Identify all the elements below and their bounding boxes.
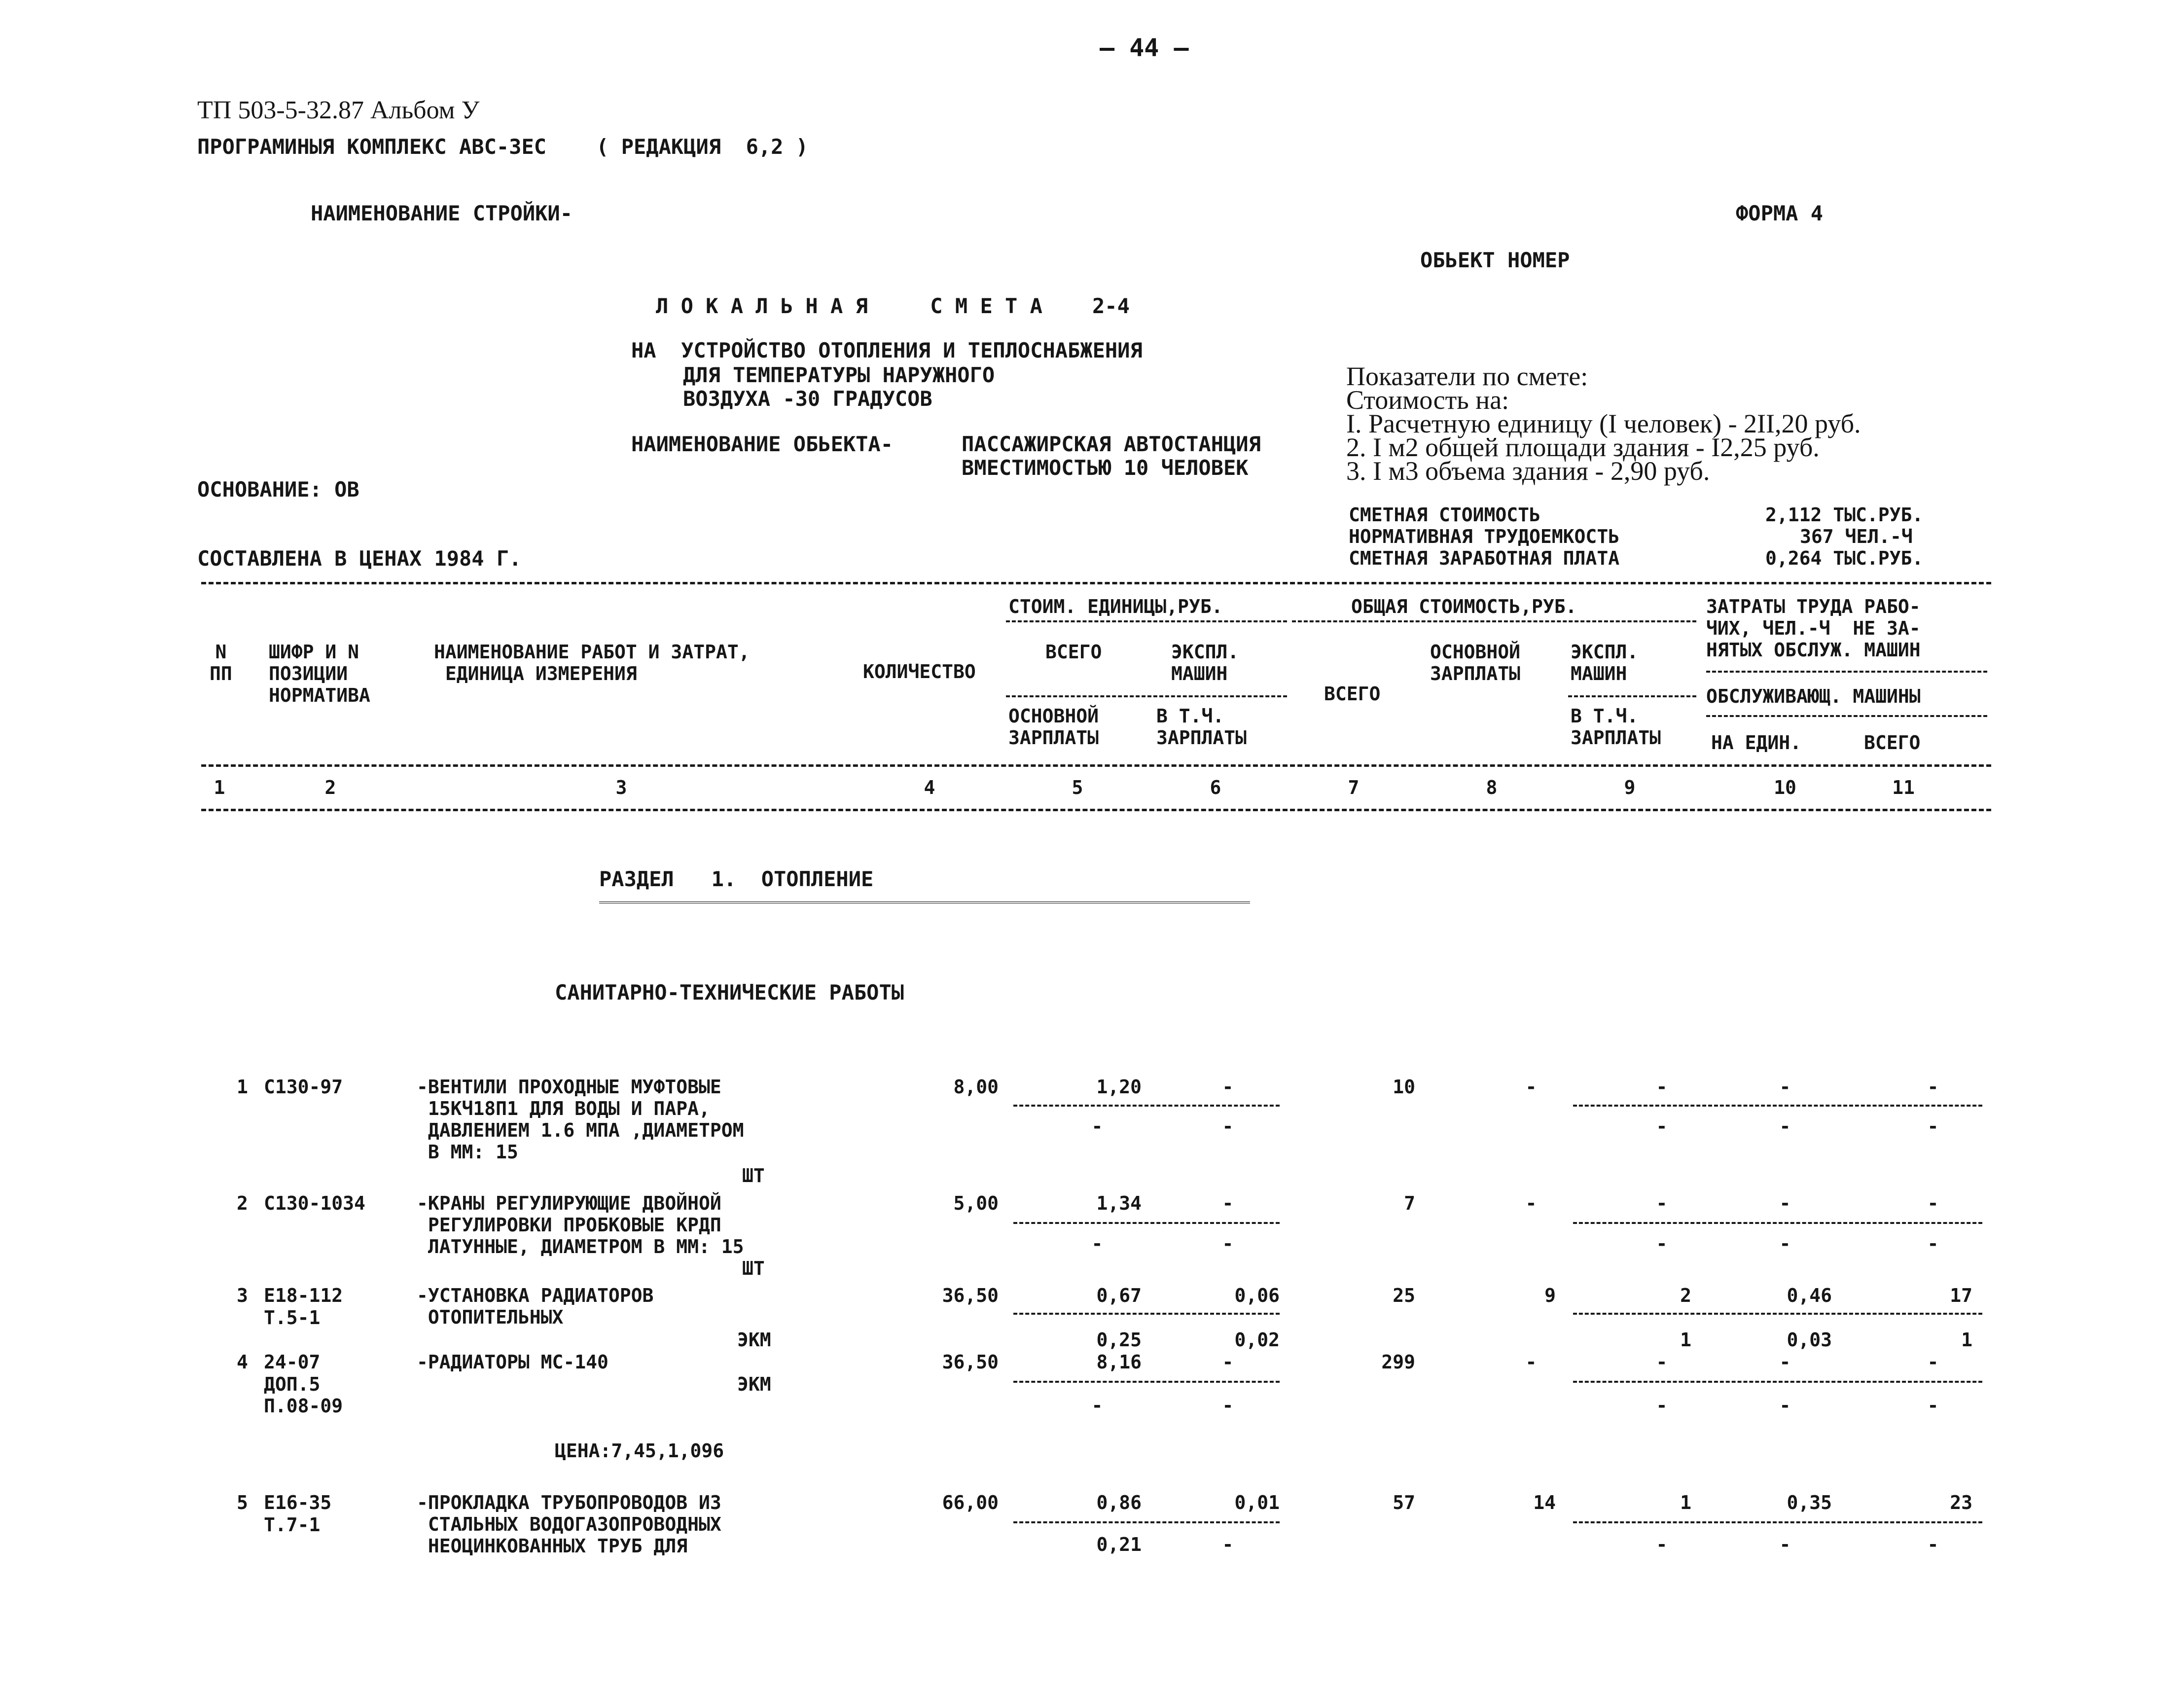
row-labor-unit-machines: - bbox=[1779, 1115, 1791, 1137]
row-labor-total-machines: 1 bbox=[1961, 1329, 1972, 1351]
row-unit-cost-wages: - bbox=[1091, 1115, 1103, 1137]
row-labor-unit: - bbox=[1779, 1192, 1791, 1214]
row-quantity: 8,00 bbox=[953, 1076, 999, 1098]
row-quantity: 36,50 bbox=[942, 1285, 999, 1306]
row-total-wages: - bbox=[1525, 1076, 1537, 1098]
object-number-label: ОБЬЕКТ НОМЕР bbox=[1420, 248, 1570, 272]
row-sub-rule bbox=[1013, 1313, 1280, 1315]
summary-label-wages: СМЕТНАЯ ЗАРАБОТНАЯ ПЛАТА bbox=[1349, 547, 1620, 569]
row-sub-rule bbox=[1013, 1521, 1280, 1523]
indicators-cost-for: Стоимость на: bbox=[1346, 385, 1509, 415]
album-reference: ТП 503-5-32.87 Альбом У bbox=[197, 96, 480, 124]
col-header-7: ВСЕГО bbox=[1324, 683, 1381, 705]
row-total-wages: 9 bbox=[1544, 1285, 1556, 1306]
row-sub-rule-right bbox=[1573, 1313, 1982, 1315]
row-number: 4 bbox=[237, 1351, 248, 1373]
summary-value-cost: 2,112 ТЫС.РУБ. bbox=[1765, 504, 1924, 526]
summary-value-wages: 0,264 ТЫС.РУБ. bbox=[1765, 547, 1924, 569]
total-group-rule bbox=[1292, 620, 1696, 622]
row-quantity: 5,00 bbox=[953, 1192, 999, 1214]
row-labor-unit-machines: - bbox=[1779, 1233, 1791, 1255]
col-number-10: 10 bbox=[1774, 777, 1796, 798]
col-number-9: 9 bbox=[1624, 777, 1636, 798]
row-code: Е18-112 bbox=[264, 1285, 343, 1306]
program-info: ПРОГРАМИНЫЯ КОМПЛЕКС АВС-3ЕС ( РЕДАКЦИЯ 6,2 ) bbox=[197, 135, 809, 159]
row-unit-cost-total: 0,86 bbox=[1096, 1492, 1142, 1513]
col-header-11: ВСЕГО bbox=[1864, 732, 1921, 754]
row-number: 1 bbox=[237, 1076, 248, 1098]
row-sub-rule-right bbox=[1573, 1105, 1982, 1107]
header-top-rule bbox=[201, 582, 1991, 584]
row-labor-total-machines: - bbox=[1927, 1534, 1939, 1555]
row-unit: ШТ bbox=[742, 1165, 765, 1186]
row-total-machines-wages: - bbox=[1656, 1395, 1668, 1416]
col-header-unit-cost-group: СТОИМ. ЕДИНИЦЫ,РУБ. bbox=[1008, 596, 1223, 617]
row-unit-cost-wages: 0,25 bbox=[1096, 1329, 1142, 1351]
col-header-8: ОСНОВНОЙ ЗАРПЛАТЫ bbox=[1430, 641, 1521, 684]
estimate-title: Л О К А Л Ь Н А Я С М Е Т А 2-4 bbox=[656, 294, 1130, 318]
col-number-11: 11 bbox=[1892, 777, 1915, 798]
col9-sub-rule bbox=[1568, 695, 1696, 697]
col-header-9-bottom: В Т.Ч. ЗАРПЛАТЫ bbox=[1571, 705, 1661, 749]
row-unit-machines: - bbox=[1222, 1192, 1234, 1214]
row-labor-total: - bbox=[1927, 1351, 1939, 1373]
row-unit: ЭКМ bbox=[737, 1329, 771, 1351]
row-name: -УСТАНОВКА РАДИАТОРОВ ОТОПИТЕЛЬНЫХ bbox=[417, 1285, 654, 1328]
row-labor-total-machines: - bbox=[1927, 1115, 1939, 1137]
row-code-table: ДОП.5 П.08-09 bbox=[264, 1373, 343, 1417]
row-number: 2 bbox=[237, 1192, 248, 1214]
row-code-table: Т.5-1 bbox=[264, 1307, 321, 1329]
row-quantity: 66,00 bbox=[942, 1492, 999, 1513]
form-label: ФОРМА 4 bbox=[1736, 201, 1824, 225]
row-unit-machines-wages: - bbox=[1222, 1395, 1234, 1416]
row-name: -ПРОКЛАДКА ТРУБОПРОВОДОВ ИЗ СТАЛЬНЫХ ВОДОГАЗОПРОВОДНЫХ НЕОЦИНКОВАННЫХ ТРУБ ДЛЯ bbox=[417, 1492, 721, 1557]
row-labor-total: 23 bbox=[1950, 1492, 1972, 1513]
indicators-line-3: 3. I м3 объема здания - 2,90 руб. bbox=[1346, 456, 1710, 486]
row-total-machines-wages: 1 bbox=[1680, 1329, 1691, 1351]
row-unit-cost-total: 8,16 bbox=[1096, 1351, 1142, 1373]
row-quantity: 36,50 bbox=[942, 1351, 999, 1373]
indicators-line-1: I. Расчетную единицу (I человек) - 2II,20 руб. bbox=[1346, 409, 1861, 438]
col-number-3: 3 bbox=[615, 777, 627, 798]
labor-group-rule bbox=[1706, 671, 1987, 673]
indicators-title: Показатели по смете: bbox=[1346, 361, 1588, 391]
row-total: 299 bbox=[1381, 1351, 1415, 1373]
row-name: -РАДИАТОРЫ МС-140 bbox=[417, 1351, 609, 1373]
unit-cost-sub-rule bbox=[1006, 695, 1287, 697]
page-number: — 44 — bbox=[1100, 34, 1189, 62]
row-labor-total-machines: - bbox=[1927, 1395, 1939, 1416]
row-unit-cost-wages: - bbox=[1091, 1233, 1103, 1255]
row-unit-machines: - bbox=[1222, 1076, 1234, 1098]
prices-label: СОСТАВЛЕНА В ЦЕНАХ 1984 Г. bbox=[197, 546, 522, 571]
col-header-name: НАИМЕНОВАНИЕ РАБОТ И ЗАТРАТ, ЕДИНИЦА ИЗМЕРЕНИЯ bbox=[434, 641, 750, 684]
purpose-line-2: ДЛЯ ТЕМПЕРАТУРЫ НАРУЖНОГО bbox=[683, 363, 995, 387]
row-unit-machines-wages: - bbox=[1222, 1534, 1234, 1555]
row-unit-machines: 0,06 bbox=[1234, 1285, 1280, 1306]
col-header-6-top: ЭКСПЛ. МАШИН bbox=[1171, 641, 1239, 684]
row-unit-machines-wages: 0,02 bbox=[1234, 1329, 1280, 1351]
row-total-machines: - bbox=[1656, 1192, 1668, 1214]
row-labor-unit: 0,35 bbox=[1787, 1492, 1832, 1513]
object-name-label: НАИМЕНОВАНИЕ ОБЬЕКТА- bbox=[631, 432, 894, 456]
col-header-qty: КОЛИЧЕСТВО bbox=[863, 661, 976, 683]
purpose-line-3: ВОЗДУХА -30 ГРАДУСОВ bbox=[683, 387, 932, 411]
object-name-line-2: ВМЕСТИМОСТЬЮ 10 ЧЕЛОВЕК bbox=[962, 456, 1249, 480]
col-header-num: N ПП bbox=[210, 641, 232, 684]
row-labor-total: - bbox=[1927, 1192, 1939, 1214]
row-total-machines-wages: - bbox=[1656, 1115, 1668, 1137]
row-total: 57 bbox=[1393, 1492, 1415, 1513]
row-labor-unit-machines: - bbox=[1779, 1534, 1791, 1555]
col-number-1: 1 bbox=[214, 777, 225, 798]
row-total-machines: - bbox=[1656, 1351, 1668, 1373]
row-total-wages: - bbox=[1525, 1192, 1537, 1214]
unit-cost-group-rule bbox=[1006, 620, 1287, 622]
row-unit: ЭКМ bbox=[737, 1373, 771, 1395]
row-sub-rule-right bbox=[1573, 1381, 1982, 1383]
indicators-line-2: 2. I м2 общей площади здания - I2,25 руб. bbox=[1346, 432, 1820, 462]
row-unit: ШТ bbox=[742, 1258, 765, 1279]
row-total: 10 bbox=[1393, 1076, 1415, 1098]
row-total-machines-wages: - bbox=[1656, 1534, 1668, 1555]
row-labor-unit: 0,46 bbox=[1787, 1285, 1832, 1306]
row-unit-cost-total: 1,20 bbox=[1096, 1076, 1142, 1098]
col-header-10: НА ЕДИН. bbox=[1711, 732, 1802, 754]
row-number: 3 bbox=[237, 1285, 248, 1306]
row-total-machines-wages: - bbox=[1656, 1233, 1668, 1255]
row-unit-cost-total: 1,34 bbox=[1096, 1192, 1142, 1214]
col-header-5-top: ВСЕГО bbox=[1045, 641, 1102, 663]
row-total-machines: 1 bbox=[1680, 1492, 1691, 1513]
row-code: 24-07 bbox=[264, 1351, 321, 1373]
price-note: ЦЕНА:7,45,1,096 bbox=[555, 1440, 724, 1462]
row-labor-total: - bbox=[1927, 1076, 1939, 1098]
row-unit-machines: 0,01 bbox=[1234, 1492, 1280, 1513]
row-total-machines: 2 bbox=[1680, 1285, 1691, 1306]
row-unit-machines-wages: - bbox=[1222, 1115, 1234, 1137]
row-code-table: Т.7-1 bbox=[264, 1514, 321, 1536]
summary-label-cost: СМЕТНАЯ СТОИМОСТЬ bbox=[1349, 504, 1540, 526]
row-code: С130-1034 bbox=[264, 1192, 365, 1214]
row-sub-rule bbox=[1013, 1381, 1280, 1383]
col-number-5: 5 bbox=[1072, 777, 1083, 798]
row-unit-cost-wages: 0,21 bbox=[1096, 1534, 1142, 1555]
row-total-wages: - bbox=[1525, 1351, 1537, 1373]
row-sub-rule bbox=[1013, 1222, 1280, 1224]
summary-value-labor: 367 ЧЕЛ.-Ч bbox=[1800, 526, 1913, 547]
col-header-9-top: ЭКСПЛ. МАШИН bbox=[1571, 641, 1639, 684]
row-unit-cost-wages: - bbox=[1091, 1395, 1103, 1416]
row-unit-cost-total: 0,67 bbox=[1096, 1285, 1142, 1306]
row-labor-total: 17 bbox=[1950, 1285, 1972, 1306]
row-sub-rule-right bbox=[1573, 1222, 1982, 1224]
construction-name-label: НАИМЕНОВАНИЕ СТРОЙКИ- bbox=[311, 201, 573, 225]
col-number-8: 8 bbox=[1486, 777, 1498, 798]
basis-label: ОСНОВАНИЕ: ОВ bbox=[197, 477, 359, 502]
col-number-6: 6 bbox=[1210, 777, 1221, 798]
row-labor-unit: - bbox=[1779, 1076, 1791, 1098]
col-header-total-group: ОБЩАЯ СТОИМОСТЬ,РУБ. bbox=[1351, 596, 1577, 617]
header-mid-rule bbox=[201, 764, 1991, 767]
row-name: -ВЕНТИЛИ ПРОХОДНЫЕ МУФТОВЫЕ 15КЧ18П1 ДЛЯ ВОДЫ И ПАРА, ДАВЛЕНИЕМ 1.6 МПА ,ДИАМЕТРОМ В ММ: 15 bbox=[417, 1076, 744, 1163]
row-total: 25 bbox=[1393, 1285, 1415, 1306]
row-code: С130-97 bbox=[264, 1076, 343, 1098]
col-header-labor-sub: ОБСЛУЖИВАЮЩ. МАШИНЫ bbox=[1706, 685, 1921, 707]
row-total-wages: 14 bbox=[1533, 1492, 1556, 1513]
row-name: -КРАНЫ РЕГУЛИРУЮЩИЕ ДВОЙНОЙ РЕГУЛИРОВКИ ПРОБКОВЫЕ КРДП ЛАТУННЫЕ, ДИАМЕТРОМ В ММ: 15 bbox=[417, 1192, 744, 1258]
row-code: Е16-35 bbox=[264, 1492, 332, 1513]
row-number: 5 bbox=[237, 1492, 248, 1513]
col-header-5-bottom: ОСНОВНОЙ ЗАРПЛАТЫ bbox=[1008, 705, 1099, 749]
section-subtitle: САНИТАРНО-ТЕХНИЧЕСКИЕ РАБОТЫ bbox=[555, 980, 904, 1005]
row-labor-unit-machines: - bbox=[1779, 1395, 1791, 1416]
summary-label-labor: НОРМАТИВНАЯ ТРУДОЕМКОСТЬ bbox=[1349, 526, 1620, 547]
row-sub-rule-right bbox=[1573, 1521, 1982, 1523]
row-total-machines: - bbox=[1656, 1076, 1668, 1098]
row-total: 7 bbox=[1404, 1192, 1415, 1214]
row-sub-rule bbox=[1013, 1105, 1280, 1107]
row-labor-total-machines: - bbox=[1927, 1233, 1939, 1255]
col-header-labor-group: ЗАТРАТЫ ТРУДА РАБО- ЧИХ, ЧЕЛ.-Ч НЕ ЗА- НЯТЫХ ОБСЛУЖ. МАШИН bbox=[1706, 596, 1921, 661]
col-number-2: 2 bbox=[324, 777, 336, 798]
object-name-line-1: ПАССАЖИРСКАЯ АВТОСТАНЦИЯ bbox=[962, 432, 1261, 456]
header-bottom-rule bbox=[201, 809, 1991, 811]
row-unit-machines-wages: - bbox=[1222, 1233, 1234, 1255]
col-header-6-bottom: В Т.Ч. ЗАРПЛАТЫ bbox=[1156, 705, 1247, 749]
labor-sub-rule bbox=[1706, 715, 1987, 717]
section-title: РАЗДЕЛ 1. ОТОПЛЕНИЕ bbox=[599, 867, 874, 891]
row-labor-unit: - bbox=[1779, 1351, 1791, 1373]
col-number-4: 4 bbox=[924, 777, 935, 798]
purpose-line-1: НА УСТРОЙСТВО ОТОПЛЕНИЯ И ТЕПЛОСНАБЖЕНИЯ bbox=[631, 338, 1143, 362]
row-unit-machines: - bbox=[1222, 1351, 1234, 1373]
col-header-code: ШИФР И N ПОЗИЦИИ НОРМАТИВА bbox=[269, 641, 370, 706]
col-number-7: 7 bbox=[1348, 777, 1360, 798]
section-title-underline bbox=[599, 901, 1250, 903]
row-labor-unit-machines: 0,03 bbox=[1787, 1329, 1832, 1351]
